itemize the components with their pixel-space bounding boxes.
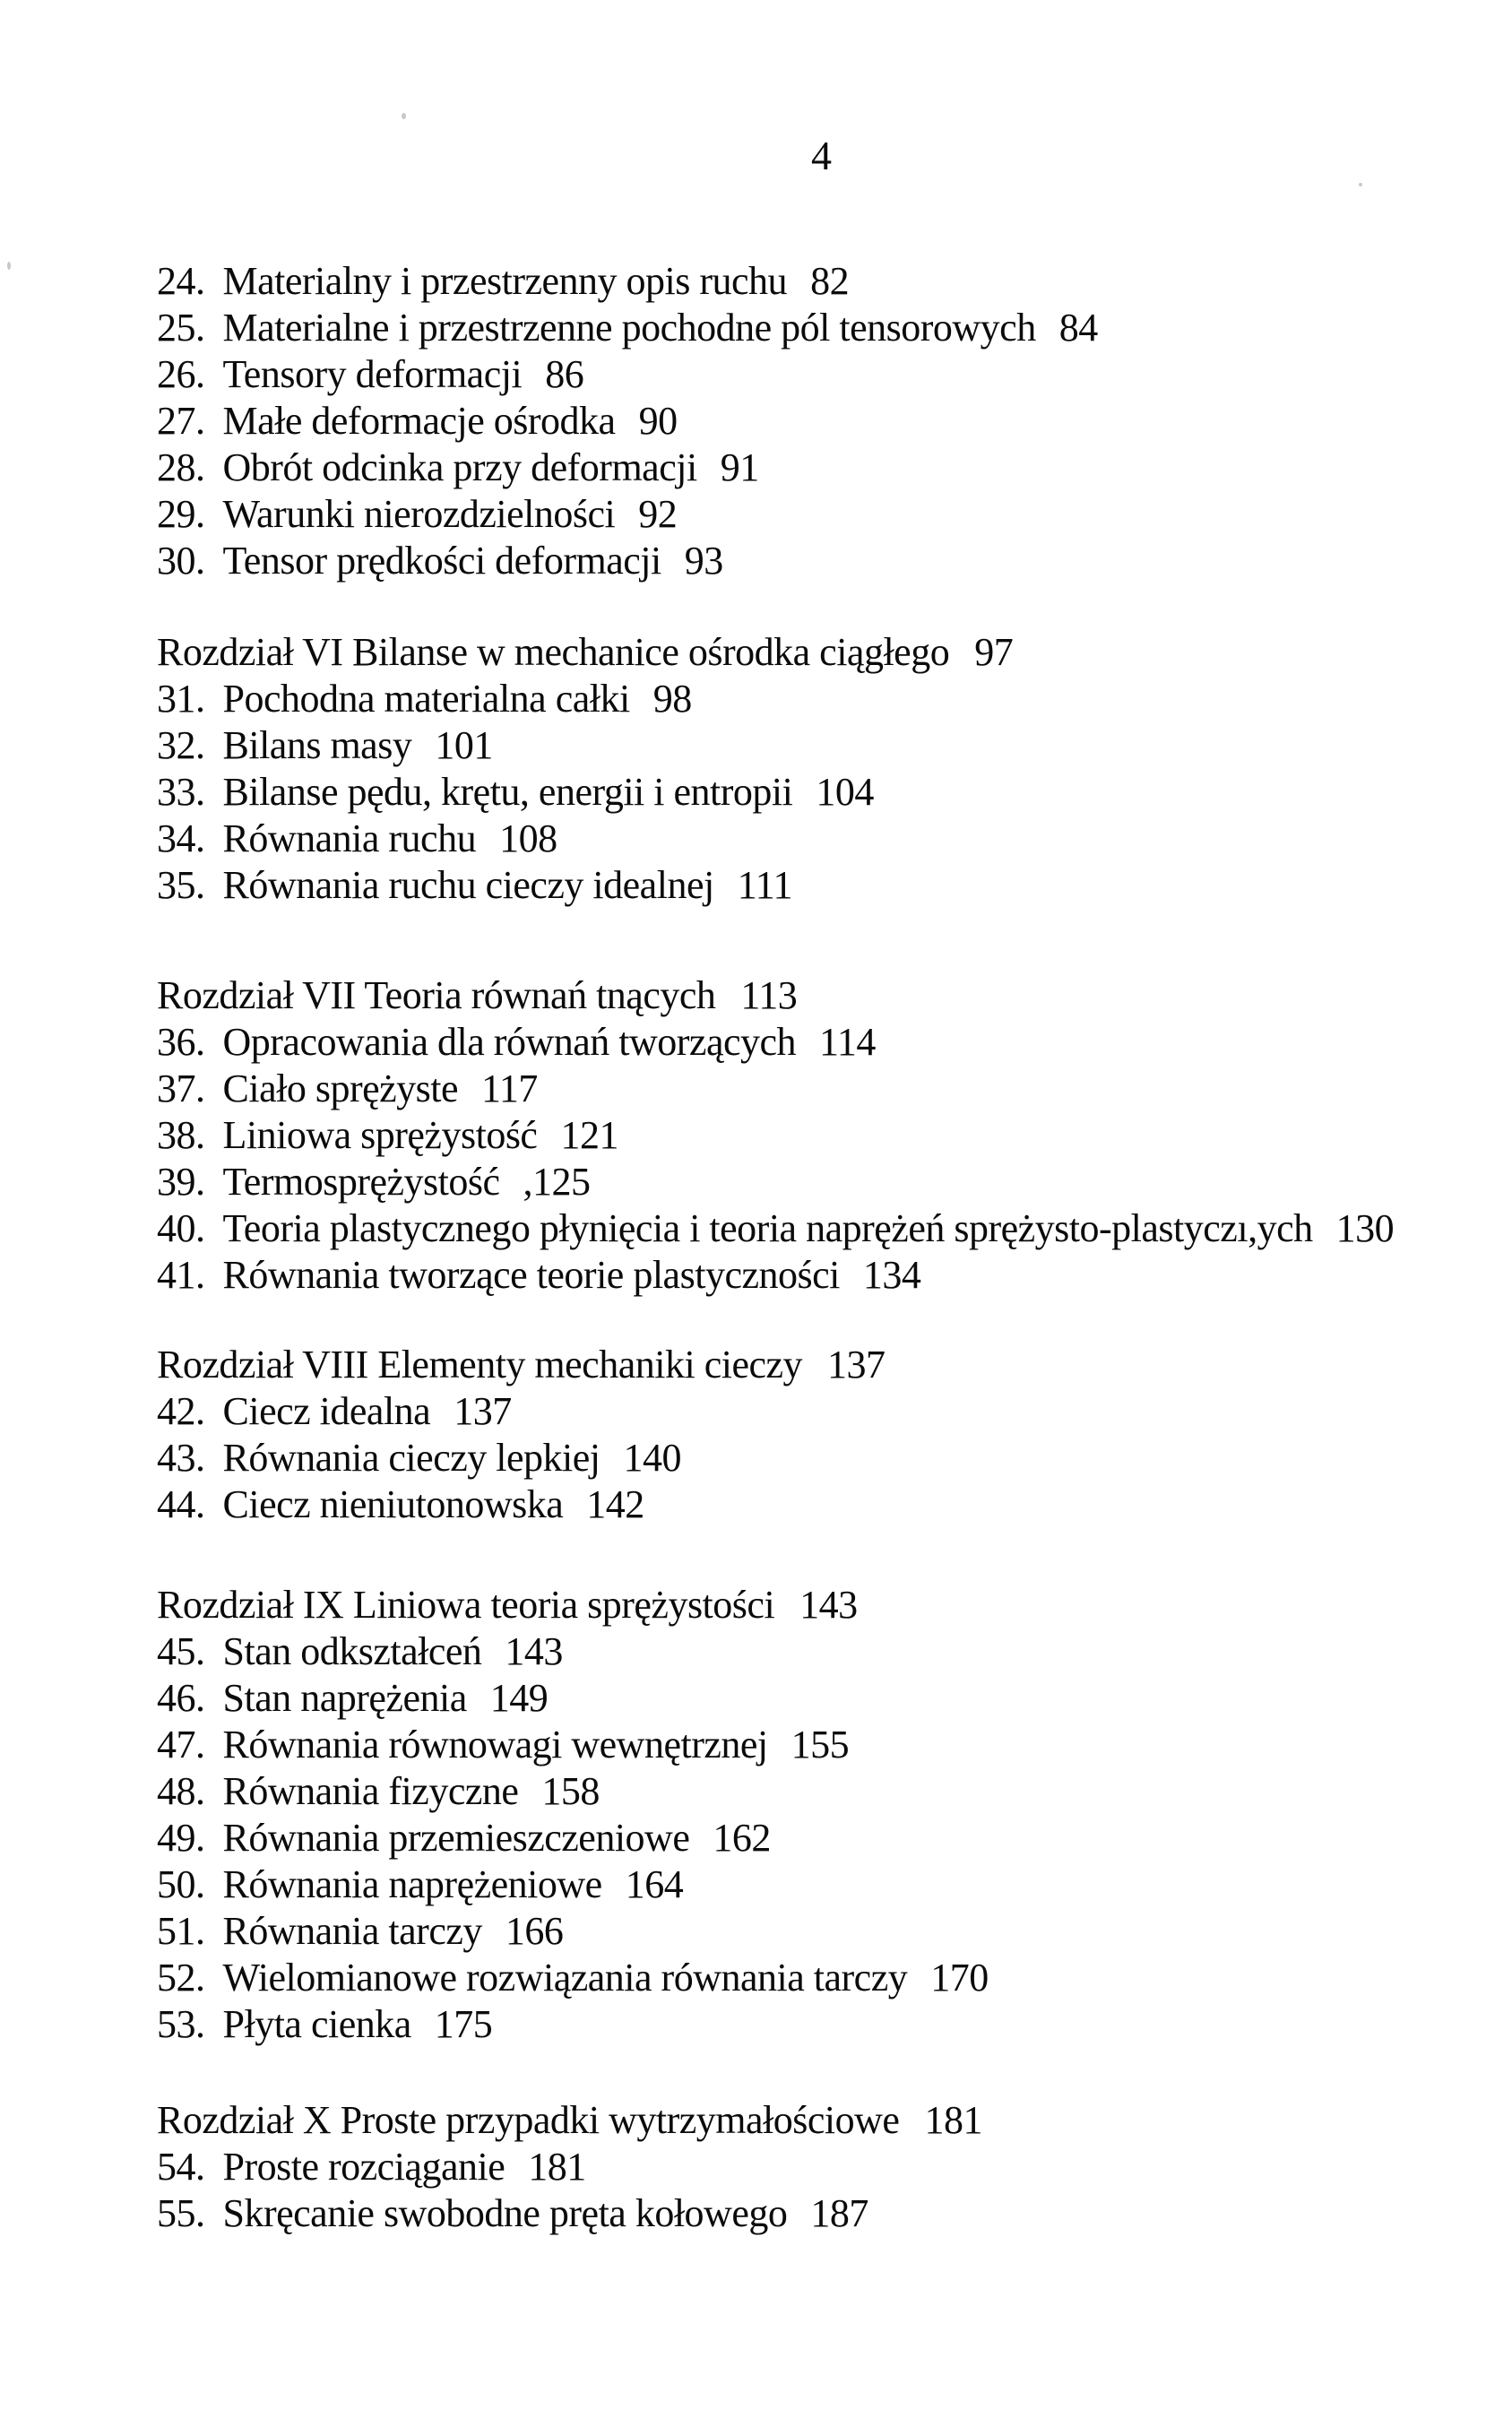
toc-item (157, 1435, 1494, 1481)
item-number: 37. (157, 1067, 205, 1110)
item-page: 175 (434, 2002, 493, 2046)
item-title: Obrót odcinka przy deformacji (222, 445, 697, 489)
item-page: 164 (625, 1862, 684, 1906)
item-page: 101 (435, 723, 493, 767)
item-title: Proste rozciąganie (222, 2145, 505, 2189)
item-title: Stan naprężenia (222, 1676, 467, 1720)
item-number: 38. (157, 1113, 205, 1157)
toc-item (157, 1388, 1494, 1435)
toc-item (157, 722, 1494, 769)
toc-item (157, 1066, 1494, 1112)
item-title: Równania tworzące teorie plastyczności (222, 1253, 840, 1297)
item-page: 82 (810, 259, 850, 303)
scan-speck (7, 262, 11, 270)
item-number: 28. (157, 445, 205, 489)
chapter-page: 181 (924, 2098, 982, 2142)
item-number: 52. (157, 1956, 205, 1999)
item-number: 25. (157, 306, 205, 350)
item-number: 34. (157, 816, 205, 860)
toc-item (157, 398, 1494, 445)
item-page: 155 (791, 1723, 850, 1766)
item-title: Równania fizyczne (222, 1769, 519, 1813)
toc-item (157, 769, 1494, 816)
item-title: Tensory deformacji (222, 352, 523, 396)
toc-item (157, 1815, 1494, 1861)
item-number: 42. (157, 1389, 205, 1433)
item-title: Skręcanie swobodne pręta kołowego (222, 2191, 788, 2235)
chapter-title: Rozdział X Proste przypadki wytrzymałościowe (157, 2098, 900, 2142)
item-page: 93 (684, 539, 723, 583)
item-page: 84 (1058, 306, 1098, 350)
toc-item (157, 2001, 1494, 2048)
item-number: 45. (157, 1629, 205, 1673)
item-number: 49. (157, 1816, 205, 1860)
toc-item (157, 1112, 1494, 1159)
item-title: Bilanse pędu, krętu, energii i entropii (222, 770, 793, 814)
item-title: Materialny i przestrzenny opis ruchu (222, 259, 788, 303)
item-title: Stan odkształceń (222, 1629, 482, 1673)
toc-item (157, 491, 1494, 538)
item-page: 117 (481, 1067, 538, 1110)
toc-item (157, 1675, 1494, 1722)
item-number: 35. (157, 863, 205, 907)
chapter-heading (157, 1582, 1494, 1628)
item-number: 44. (157, 1482, 205, 1526)
item-page: 104 (816, 770, 874, 814)
item-title: Małe deformacje ośrodka (222, 399, 616, 443)
item-title: Pochodna materialna całki (222, 677, 630, 721)
item-page: 98 (652, 677, 692, 721)
item-title: Wielomianowe rozwiązania równania tarczy (222, 1956, 908, 1999)
item-number: 50. (157, 1862, 205, 1906)
item-page: 86 (545, 352, 584, 396)
toc-item (157, 1205, 1494, 1252)
scan-speck (1359, 183, 1362, 186)
item-number: 51. (157, 1909, 205, 1953)
item-title: Równania cieczy lepkiej (222, 1436, 600, 1480)
item-number: 36. (157, 1020, 205, 1064)
item-number: 55. (157, 2191, 205, 2235)
item-title: Liniowa sprężystość (222, 1113, 538, 1157)
item-number: 32. (157, 723, 205, 767)
item-page: 187 (810, 2191, 868, 2235)
item-title: Materialne i przestrzenne pochodne pól tensorowych (222, 306, 1036, 350)
item-title: Równania naprężeniowe (222, 1862, 602, 1906)
item-page: 121 (560, 1113, 618, 1157)
toc-section (157, 629, 1494, 909)
item-number: 54. (157, 2145, 205, 2189)
item-title: Teoria plastycznego płynięcia i teoria naprężeń sprężysto-plastyczı,ych (222, 1206, 1313, 1250)
item-number: 53. (157, 2002, 205, 2046)
item-page: 111 (737, 863, 792, 907)
item-number: 27. (157, 399, 205, 443)
item-page: 134 (862, 1253, 921, 1297)
toc-item (157, 1019, 1494, 1066)
item-page: 114 (819, 1020, 876, 1064)
item-title: Bilans masy (222, 723, 412, 767)
item-number: 47. (157, 1723, 205, 1766)
item-page: 137 (454, 1389, 512, 1433)
item-number: 29. (157, 492, 205, 536)
item-number: 46. (157, 1676, 205, 1720)
toc-item (157, 862, 1494, 909)
toc-item (157, 1722, 1494, 1768)
item-number: 33. (157, 770, 205, 814)
item-title: Ciecz idealna (222, 1389, 431, 1433)
toc-item (157, 816, 1494, 862)
item-number: 39. (157, 1160, 205, 1204)
item-title: Opracowania dla równań tworzących (222, 1020, 797, 1064)
item-number: 43. (157, 1436, 205, 1480)
item-page: 149 (489, 1676, 549, 1720)
toc-section (157, 2097, 1494, 2237)
item-title: Równania przemieszczeniowe (222, 1816, 690, 1860)
toc-item (157, 351, 1494, 398)
item-title: Tensor prędkości deformacji (222, 539, 661, 583)
item-title: Płyta cienka (222, 2002, 411, 2046)
item-number: 30. (157, 539, 205, 583)
item-number: 40. (157, 1206, 205, 1250)
scan-speck (402, 113, 406, 119)
item-title: Ciecz nieniutonowska (222, 1482, 564, 1526)
item-title: Równania ruchu (222, 816, 477, 860)
toc-item (157, 1252, 1494, 1299)
chapter-page: 113 (740, 973, 798, 1017)
toc-section (157, 1582, 1494, 2048)
toc-item (157, 1481, 1494, 1528)
item-number: 48. (157, 1769, 205, 1813)
item-page: 140 (623, 1436, 681, 1480)
item-page: 108 (499, 816, 557, 860)
toc-item (157, 445, 1494, 491)
chapter-title: Rozdział IX Liniowa teoria sprężystości (157, 1583, 775, 1627)
chapter-title: Rozdział VI Bilanse w mechanice ośrodka ciągłego (157, 630, 950, 674)
toc-item (157, 2190, 1494, 2237)
chapter-page: 143 (799, 1583, 858, 1627)
item-number: 24. (157, 259, 205, 303)
toc-section (157, 258, 1494, 584)
item-page: 143 (505, 1629, 563, 1673)
item-page: 142 (586, 1482, 644, 1526)
item-number: 26. (157, 352, 205, 396)
item-title: Równania równowagi wewnętrznej (222, 1723, 768, 1766)
item-title: Równania ruchu cieczy idealnej (222, 863, 714, 907)
chapter-heading (157, 1342, 1494, 1388)
item-page: 91 (720, 445, 759, 489)
toc-item (157, 1628, 1494, 1675)
item-page: 170 (930, 1956, 989, 1999)
item-page: 162 (713, 1816, 771, 1860)
item-page: 166 (505, 1909, 564, 1953)
table-of-contents (157, 258, 1494, 2237)
toc-item (157, 676, 1494, 722)
toc-section (157, 1342, 1494, 1528)
chapter-heading (157, 2097, 1494, 2144)
toc-item (157, 305, 1494, 351)
item-page: 130 (1335, 1206, 1395, 1250)
chapter-title: Rozdział VII Teoria równań tnących (157, 973, 716, 1017)
toc-item (157, 1768, 1494, 1815)
chapter-heading (157, 972, 1494, 1019)
toc-item (157, 1861, 1494, 1908)
item-number: 31. (157, 677, 205, 721)
item-page: 158 (541, 1769, 600, 1813)
item-page: 92 (638, 492, 678, 536)
chapter-title: Rozdział VIII Elementy mechaniki cieczy (157, 1343, 803, 1386)
toc-section (157, 972, 1494, 1299)
item-title: Równania tarczy (222, 1909, 482, 1953)
toc-item (157, 1955, 1494, 2001)
page-number: 4 (811, 133, 832, 178)
item-page: ,125 (523, 1160, 591, 1204)
item-title: Warunki nierozdzielności (222, 492, 616, 536)
chapter-page: 137 (827, 1343, 886, 1386)
toc-item (157, 1159, 1494, 1205)
item-page: 90 (638, 399, 678, 443)
item-title: Termosprężystość (222, 1160, 500, 1204)
chapter-heading (157, 629, 1494, 676)
toc-item (157, 258, 1494, 305)
toc-item (157, 2144, 1494, 2190)
chapter-page: 97 (974, 630, 1014, 674)
item-page: 181 (528, 2145, 586, 2189)
item-title: Ciało sprężyste (222, 1067, 459, 1110)
toc-item (157, 538, 1494, 584)
item-number: 41. (157, 1253, 205, 1297)
toc-item (157, 1908, 1494, 1955)
